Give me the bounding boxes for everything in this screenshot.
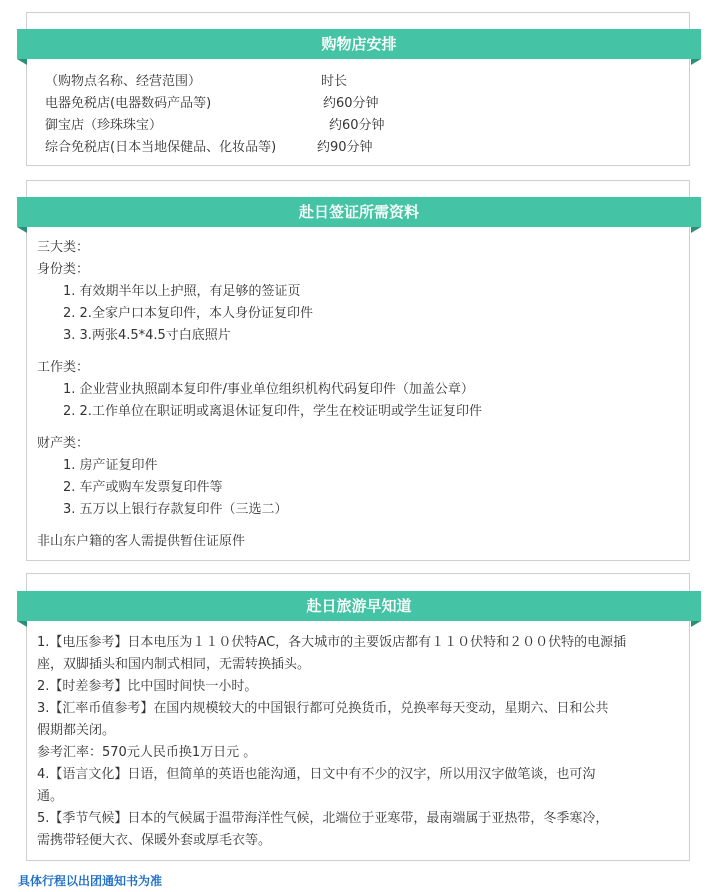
identity-item: 2. 2.全家户口本复印件，本人身份证复印件	[63, 306, 313, 321]
shop-time: 约60分钟	[323, 96, 379, 111]
shop-time: 约90分钟	[317, 140, 373, 155]
footer-note: 具体行程以出团通知书为准	[18, 874, 163, 888]
shopping-section	[26, 12, 690, 166]
identity-heading: 身份类：	[37, 262, 90, 277]
property-item: 3. 五万以上银行存款复印件（三选二）	[63, 502, 288, 517]
work-heading: 工作类：	[37, 360, 90, 375]
shopping-title: 购物店安排	[17, 29, 701, 59]
shopping-row	[37, 93, 679, 115]
property-heading: 财产类：	[37, 436, 90, 451]
visa-title: 赴日签证所需资料	[17, 197, 701, 227]
shop-name: 电器免税店(电器数码产品等)	[45, 96, 212, 111]
property-item: 2. 车产或购车发票复印件等	[63, 480, 223, 495]
shopping-row	[37, 115, 679, 137]
tip-rate: 参考汇率：570元人民币换1万日元 。	[37, 745, 257, 760]
tip-season: 5.【季节气候】日本的气候属于温带海洋性气候，北端位于亚寒带，最南端属于亚热带，冬季寒冷，	[37, 811, 609, 826]
shopping-row	[37, 71, 679, 93]
property-item: 1. 房产证复印件	[63, 458, 158, 473]
shop-time: 时长	[321, 74, 348, 89]
tip-currency-cont: 假期都关闭。	[37, 723, 116, 738]
shopping-row	[37, 137, 679, 159]
work-item: 2. 2.工作单位在职证明或离退休证复印件，学生在校证明或学生证复印件	[63, 404, 482, 419]
tip-timezone: 2.【时差参考】比中国时间快一小时。	[37, 679, 258, 694]
tip-language: 4.【语言文化】日语，但简单的英语也能沟通，日文中有不少的汉字，所以用汉字做笔谈，也可沟	[37, 767, 596, 782]
identity-item: 1. 有效期半年以上护照，有足够的签证页	[63, 284, 301, 299]
shop-name: （购物点名称、经营范围）	[45, 74, 202, 89]
shop-name: 御宝店（珍珠珠宝）	[45, 118, 163, 133]
visa-intro: 三大类：	[37, 240, 90, 255]
tip-voltage-cont: 座，双脚插头和国内制式相同，无需转换插头。	[37, 657, 311, 672]
tip-currency: 3.【汇率币值参考】在国内规模较大的中国银行都可兑换货币，兑换率每天变动，星期六、日和公共	[37, 701, 609, 716]
shop-name: 综合免税店(日本当地保健品、化妆品等)	[45, 140, 277, 155]
identity-item: 3. 3.两张4.5*4.5寸白底照片	[63, 328, 231, 343]
shop-time: 约60分钟	[329, 118, 385, 133]
tip-voltage: 1.【电压参考】日本电压为１１０伏特AC，各大城市的主要饭店都有１１０伏特和２００伏特的电源插	[37, 635, 627, 650]
tip-season-cont: 需携带轻便大衣、保暖外套或厚毛衣等。	[37, 833, 272, 848]
visa-note: 非山东户籍的客人需提供暂住证原件	[37, 534, 246, 549]
visa-section	[26, 180, 690, 561]
travel-section	[26, 573, 690, 861]
tip-language-cont: 通。	[37, 789, 64, 804]
travel-title: 赴日旅游早知道	[17, 591, 701, 621]
work-item: 1. 企业营业执照副本复印件/事业单位组织机构代码复印件（加盖公章）	[63, 382, 474, 397]
